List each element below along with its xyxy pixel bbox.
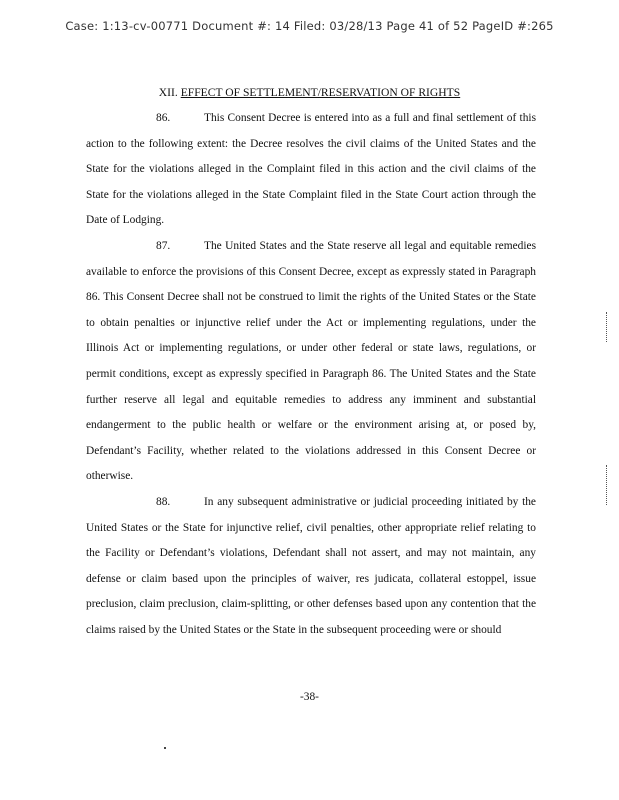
section-title: EFFECT OF SETTLEMENT/RESERVATION OF RIGHTS <box>180 86 461 99</box>
section-number: XII. <box>158 86 178 99</box>
paragraph-text: This Consent Decree is entered into as a full and final settlement of this action to the following extent: the Decree resolves the civil claims of the United States and the State for the violations alleged in the Complaint filed in this action and the civil claims of the State for the violations alleged in the State Complaint filed in the State Court action through the Date of Lodging. <box>86 112 536 227</box>
section-heading <box>0 86 619 99</box>
paragraph-86 <box>86 106 536 234</box>
margin-scan-mark <box>606 465 608 505</box>
paragraph-number: 87. <box>156 239 171 252</box>
paragraph-text: The United States and the State reserve all legal and equitable remedies available to enforce the provisions of this Consent Decree, except as expressly stated in Paragraph 86. This Consent Decree shall not be construed to limit the rights of the United States or the State to obtain penalties or injunctive relief under the Act or implementing regulations, under the Illinois Act or implementing regulations, or under other federal or state laws, regulations, or permit conditions, except as expressly specified in Paragraph 86. The United States and the State further reserve all legal and equitable remedies to address any imminent and substantial endangerment to the public health or welfare or the environment arising at, or posed by, Defendant’s Facility, whether related to the violations addressed in this Consent Decree or otherwise. <box>86 239 536 483</box>
margin-scan-mark <box>606 312 608 342</box>
body-text <box>86 106 536 643</box>
page-number: -38- <box>300 691 319 703</box>
paragraph-number: 88. <box>156 495 171 508</box>
paragraph-text: In any subsequent administrative or judicial proceeding initiated by the United States or the State for injunctive relief, civil penalties, other appropriate relief relating to the Facility or Defendant’s violations, Defendant shall not assert, and may not maintain, any defense or claim based upon the principles of waiver, res judicata, collateral estoppel, issue preclusion, claim preclusion, claim-splitting, or other defenses based upon any contention that the claims raised by the United States or the State in the subsequent proceeding were or should <box>86 495 536 636</box>
case-header: Case: 1:13-cv-00771 Document #: 14 Filed: 03/28/13 Page 41 of 52 PageID #:265 <box>65 19 554 33</box>
paragraph-number: 86. <box>156 112 171 124</box>
scan-speck <box>164 747 166 749</box>
paragraph-88 <box>86 490 536 644</box>
paragraph-87 <box>86 234 536 490</box>
